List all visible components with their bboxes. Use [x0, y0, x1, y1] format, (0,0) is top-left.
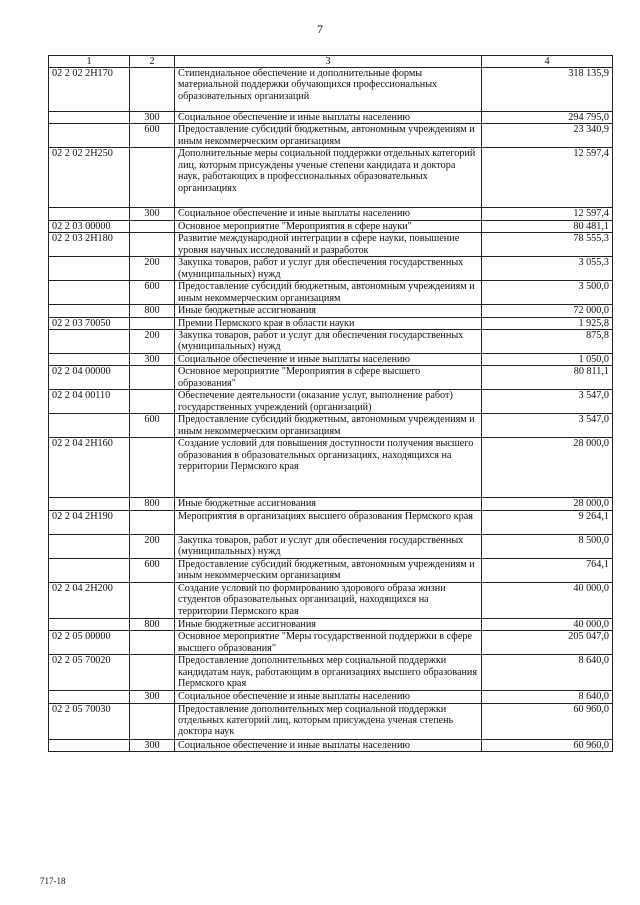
- cell-code: [49, 305, 130, 317]
- cell-code: [49, 414, 130, 438]
- cell-budget-type: 600: [130, 558, 175, 582]
- cell-budget-type: [130, 148, 175, 208]
- cell-code: 02 2 04 2Н190: [49, 510, 130, 534]
- cell-budget-type: 300: [130, 691, 175, 703]
- cell-code: [49, 558, 130, 582]
- cell-description: Развитие международной интеграции в сфере науки, повышение уровня научных исследований и разработок: [175, 233, 482, 257]
- cell-code: [49, 739, 130, 751]
- cell-amount: 60 960,0: [482, 739, 613, 751]
- cell-code: [49, 257, 130, 281]
- cell-code: [49, 281, 130, 305]
- cell-code: 02 2 02 2Н250: [49, 148, 130, 208]
- table-row: [49, 330, 613, 354]
- cell-description: Закупка товаров, работ и услуг для обеспечения государственных (муниципальных) нужд: [175, 330, 482, 354]
- cell-description: Основное мероприятие "Мероприятия в сфере высшего образования": [175, 366, 482, 390]
- cell-code: [49, 534, 130, 558]
- table-row: [49, 257, 613, 281]
- cell-description: Социальное обеспечение и иные выплаты населению: [175, 691, 482, 703]
- cell-amount: 80 481,1: [482, 220, 613, 232]
- cell-code: 02 2 05 70020: [49, 655, 130, 691]
- cell-description: Стипендиальное обеспечение и дополнительные формы материальной поддержки обучающихся профессиональных образовательных организаций: [175, 68, 482, 112]
- cell-budget-type: 300: [130, 739, 175, 751]
- cell-code: [49, 208, 130, 220]
- cell-description: Основное мероприятие "Меры государственной поддержки в сфере высшего образования": [175, 631, 482, 655]
- table-row: [49, 739, 613, 751]
- cell-budget-type: [130, 703, 175, 739]
- cell-budget-type: 600: [130, 414, 175, 438]
- cell-description: Предоставление дополнительных мер социальной поддержки кандидатам наук, работающим в организациях высшего образования Пермского края: [175, 655, 482, 691]
- cell-description: Дополнительные меры социальной поддержки отдельных категорий лиц, которым присуждены ученые степени кандидата и доктора наук, работающих в профессиональных образовательных организациях: [175, 148, 482, 208]
- cell-budget-type: [130, 317, 175, 329]
- table-row: [49, 414, 613, 438]
- table-row: [49, 510, 613, 534]
- cell-description: Закупка товаров, работ и услуг для обеспечения государственных (муниципальных) нужд: [175, 257, 482, 281]
- cell-code: 02 2 03 00000: [49, 220, 130, 232]
- cell-budget-type: 600: [130, 281, 175, 305]
- table-row: [49, 354, 613, 366]
- cell-code: [49, 498, 130, 510]
- cell-description: Закупка товаров, работ и услуг для обеспечения государственных (муниципальных) нужд: [175, 534, 482, 558]
- table-row: [49, 220, 613, 232]
- document-code: 717-18: [40, 876, 66, 886]
- cell-code: [49, 354, 130, 366]
- cell-budget-type: [130, 220, 175, 232]
- cell-description: Основное мероприятие "Мероприятия в сфере науки": [175, 220, 482, 232]
- cell-description: Социальное обеспечение и иные выплаты населению: [175, 354, 482, 366]
- table-row: [49, 148, 613, 208]
- column-header-2: 2: [130, 56, 175, 68]
- cell-description: Предоставление дополнительных мер социальной поддержки отдельных категорий лиц, которым присуждена ученая степень доктора наук: [175, 703, 482, 739]
- cell-code: 02 2 04 2Н160: [49, 438, 130, 498]
- cell-amount: 3 055,3: [482, 257, 613, 281]
- cell-description: Предоставление субсидий бюджетным, автономным учреждениям и иным некоммерческим организациям: [175, 124, 482, 148]
- cell-budget-type: 300: [130, 208, 175, 220]
- table-row: [49, 618, 613, 630]
- table-row: [49, 68, 613, 112]
- cell-amount: 8 640,0: [482, 691, 613, 703]
- budget-table: [48, 55, 613, 752]
- cell-description: Социальное обеспечение и иные выплаты населению: [175, 112, 482, 124]
- cell-budget-type: 600: [130, 124, 175, 148]
- cell-budget-type: [130, 68, 175, 112]
- cell-amount: 12 597,4: [482, 148, 613, 208]
- cell-amount: 3 500,0: [482, 281, 613, 305]
- table-row: [49, 112, 613, 124]
- cell-amount: 1 925,8: [482, 317, 613, 329]
- cell-code: 02 2 04 00000: [49, 366, 130, 390]
- cell-description: Иные бюджетные ассигнования: [175, 618, 482, 630]
- cell-amount: 72 000,0: [482, 305, 613, 317]
- table-row: [49, 124, 613, 148]
- table-row: [49, 390, 613, 414]
- cell-amount: 40 000,0: [482, 582, 613, 618]
- cell-budget-type: 800: [130, 618, 175, 630]
- table-body: [49, 68, 613, 752]
- cell-code: 02 2 04 00110: [49, 390, 130, 414]
- table-row: [49, 438, 613, 498]
- cell-description: Предоставление субсидий бюджетным, автономным учреждениям и иным некоммерческим организациям: [175, 558, 482, 582]
- column-header-1: 1: [49, 56, 130, 68]
- table-row: [49, 655, 613, 691]
- page-number: 7: [317, 22, 323, 36]
- cell-budget-type: [130, 233, 175, 257]
- cell-amount: 875,8: [482, 330, 613, 354]
- cell-amount: 28 000,0: [482, 498, 613, 510]
- cell-description: Предоставление субсидий бюджетным, автономным учреждениям и иным некоммерческим организациям: [175, 414, 482, 438]
- cell-budget-type: [130, 582, 175, 618]
- cell-amount: 3 547,0: [482, 414, 613, 438]
- cell-code: 02 2 03 2Н180: [49, 233, 130, 257]
- table-row: [49, 208, 613, 220]
- table-row: [49, 317, 613, 329]
- cell-code: [49, 330, 130, 354]
- cell-description: Социальное обеспечение и иные выплаты населению: [175, 208, 482, 220]
- cell-budget-type: [130, 366, 175, 390]
- cell-amount: 60 960,0: [482, 703, 613, 739]
- cell-code: 02 2 05 00000: [49, 631, 130, 655]
- table-row: [49, 281, 613, 305]
- cell-code: [49, 691, 130, 703]
- table-row: [49, 558, 613, 582]
- cell-description: Иные бюджетные ассигнования: [175, 498, 482, 510]
- cell-amount: 764,1: [482, 558, 613, 582]
- cell-description: Мероприятия в организациях высшего образования Пермского края: [175, 510, 482, 534]
- cell-amount: 40 000,0: [482, 618, 613, 630]
- cell-code: 02 2 02 2Н170: [49, 68, 130, 112]
- cell-amount: 78 555,3: [482, 233, 613, 257]
- cell-budget-type: [130, 438, 175, 498]
- cell-description: Премии Пермского края в области науки: [175, 317, 482, 329]
- cell-budget-type: 200: [130, 330, 175, 354]
- cell-code: 02 2 03 70050: [49, 317, 130, 329]
- cell-budget-type: 200: [130, 257, 175, 281]
- column-header-3: 3: [175, 56, 482, 68]
- table-row: [49, 534, 613, 558]
- cell-budget-type: [130, 631, 175, 655]
- cell-budget-type: 200: [130, 534, 175, 558]
- cell-description: Иные бюджетные ассигнования: [175, 305, 482, 317]
- table-row: [49, 691, 613, 703]
- cell-description: Обеспечение деятельности (оказание услуг, выполнение работ) государственных учреждений (организаций): [175, 390, 482, 414]
- cell-amount: 80 811,1: [482, 366, 613, 390]
- table-header-row: [49, 56, 613, 68]
- cell-amount: 3 547,0: [482, 390, 613, 414]
- cell-description: Предоставление субсидий бюджетным, автономным учреждениям и иным некоммерческим организациям: [175, 281, 482, 305]
- cell-description: Социальное обеспечение и иные выплаты населению: [175, 739, 482, 751]
- table-row: [49, 233, 613, 257]
- cell-amount: 8 640,0: [482, 655, 613, 691]
- cell-budget-type: [130, 510, 175, 534]
- cell-amount: 28 000,0: [482, 438, 613, 498]
- cell-budget-type: [130, 655, 175, 691]
- cell-amount: 1 050,0: [482, 354, 613, 366]
- table-row: [49, 703, 613, 739]
- cell-amount: 12 597,4: [482, 208, 613, 220]
- cell-amount: 318 135,9: [482, 68, 613, 112]
- cell-budget-type: 300: [130, 112, 175, 124]
- table-row: [49, 498, 613, 510]
- table-row: [49, 582, 613, 618]
- cell-code: [49, 124, 130, 148]
- cell-amount: 23 340,9: [482, 124, 613, 148]
- table-row: [49, 305, 613, 317]
- cell-amount: 8 500,0: [482, 534, 613, 558]
- column-header-4: 4: [482, 56, 613, 68]
- cell-amount: 205 047,0: [482, 631, 613, 655]
- cell-budget-type: 800: [130, 305, 175, 317]
- table-row: [49, 631, 613, 655]
- table-row: [49, 366, 613, 390]
- cell-budget-type: 800: [130, 498, 175, 510]
- cell-amount: 294 795,0: [482, 112, 613, 124]
- cell-amount: 9 264,1: [482, 510, 613, 534]
- cell-description: Создание условий по формированию здорового образа жизни студентов образовательных организаций, находящихся на территории Пермского края: [175, 582, 482, 618]
- cell-code: 02 2 05 70030: [49, 703, 130, 739]
- cell-budget-type: 300: [130, 354, 175, 366]
- cell-code: [49, 618, 130, 630]
- cell-code: 02 2 04 2Н200: [49, 582, 130, 618]
- cell-code: [49, 112, 130, 124]
- cell-budget-type: [130, 390, 175, 414]
- cell-description: Создание условий для повышения доступности получения высшего образования в образовательных организациях, находящихся на территории Пермского края: [175, 438, 482, 498]
